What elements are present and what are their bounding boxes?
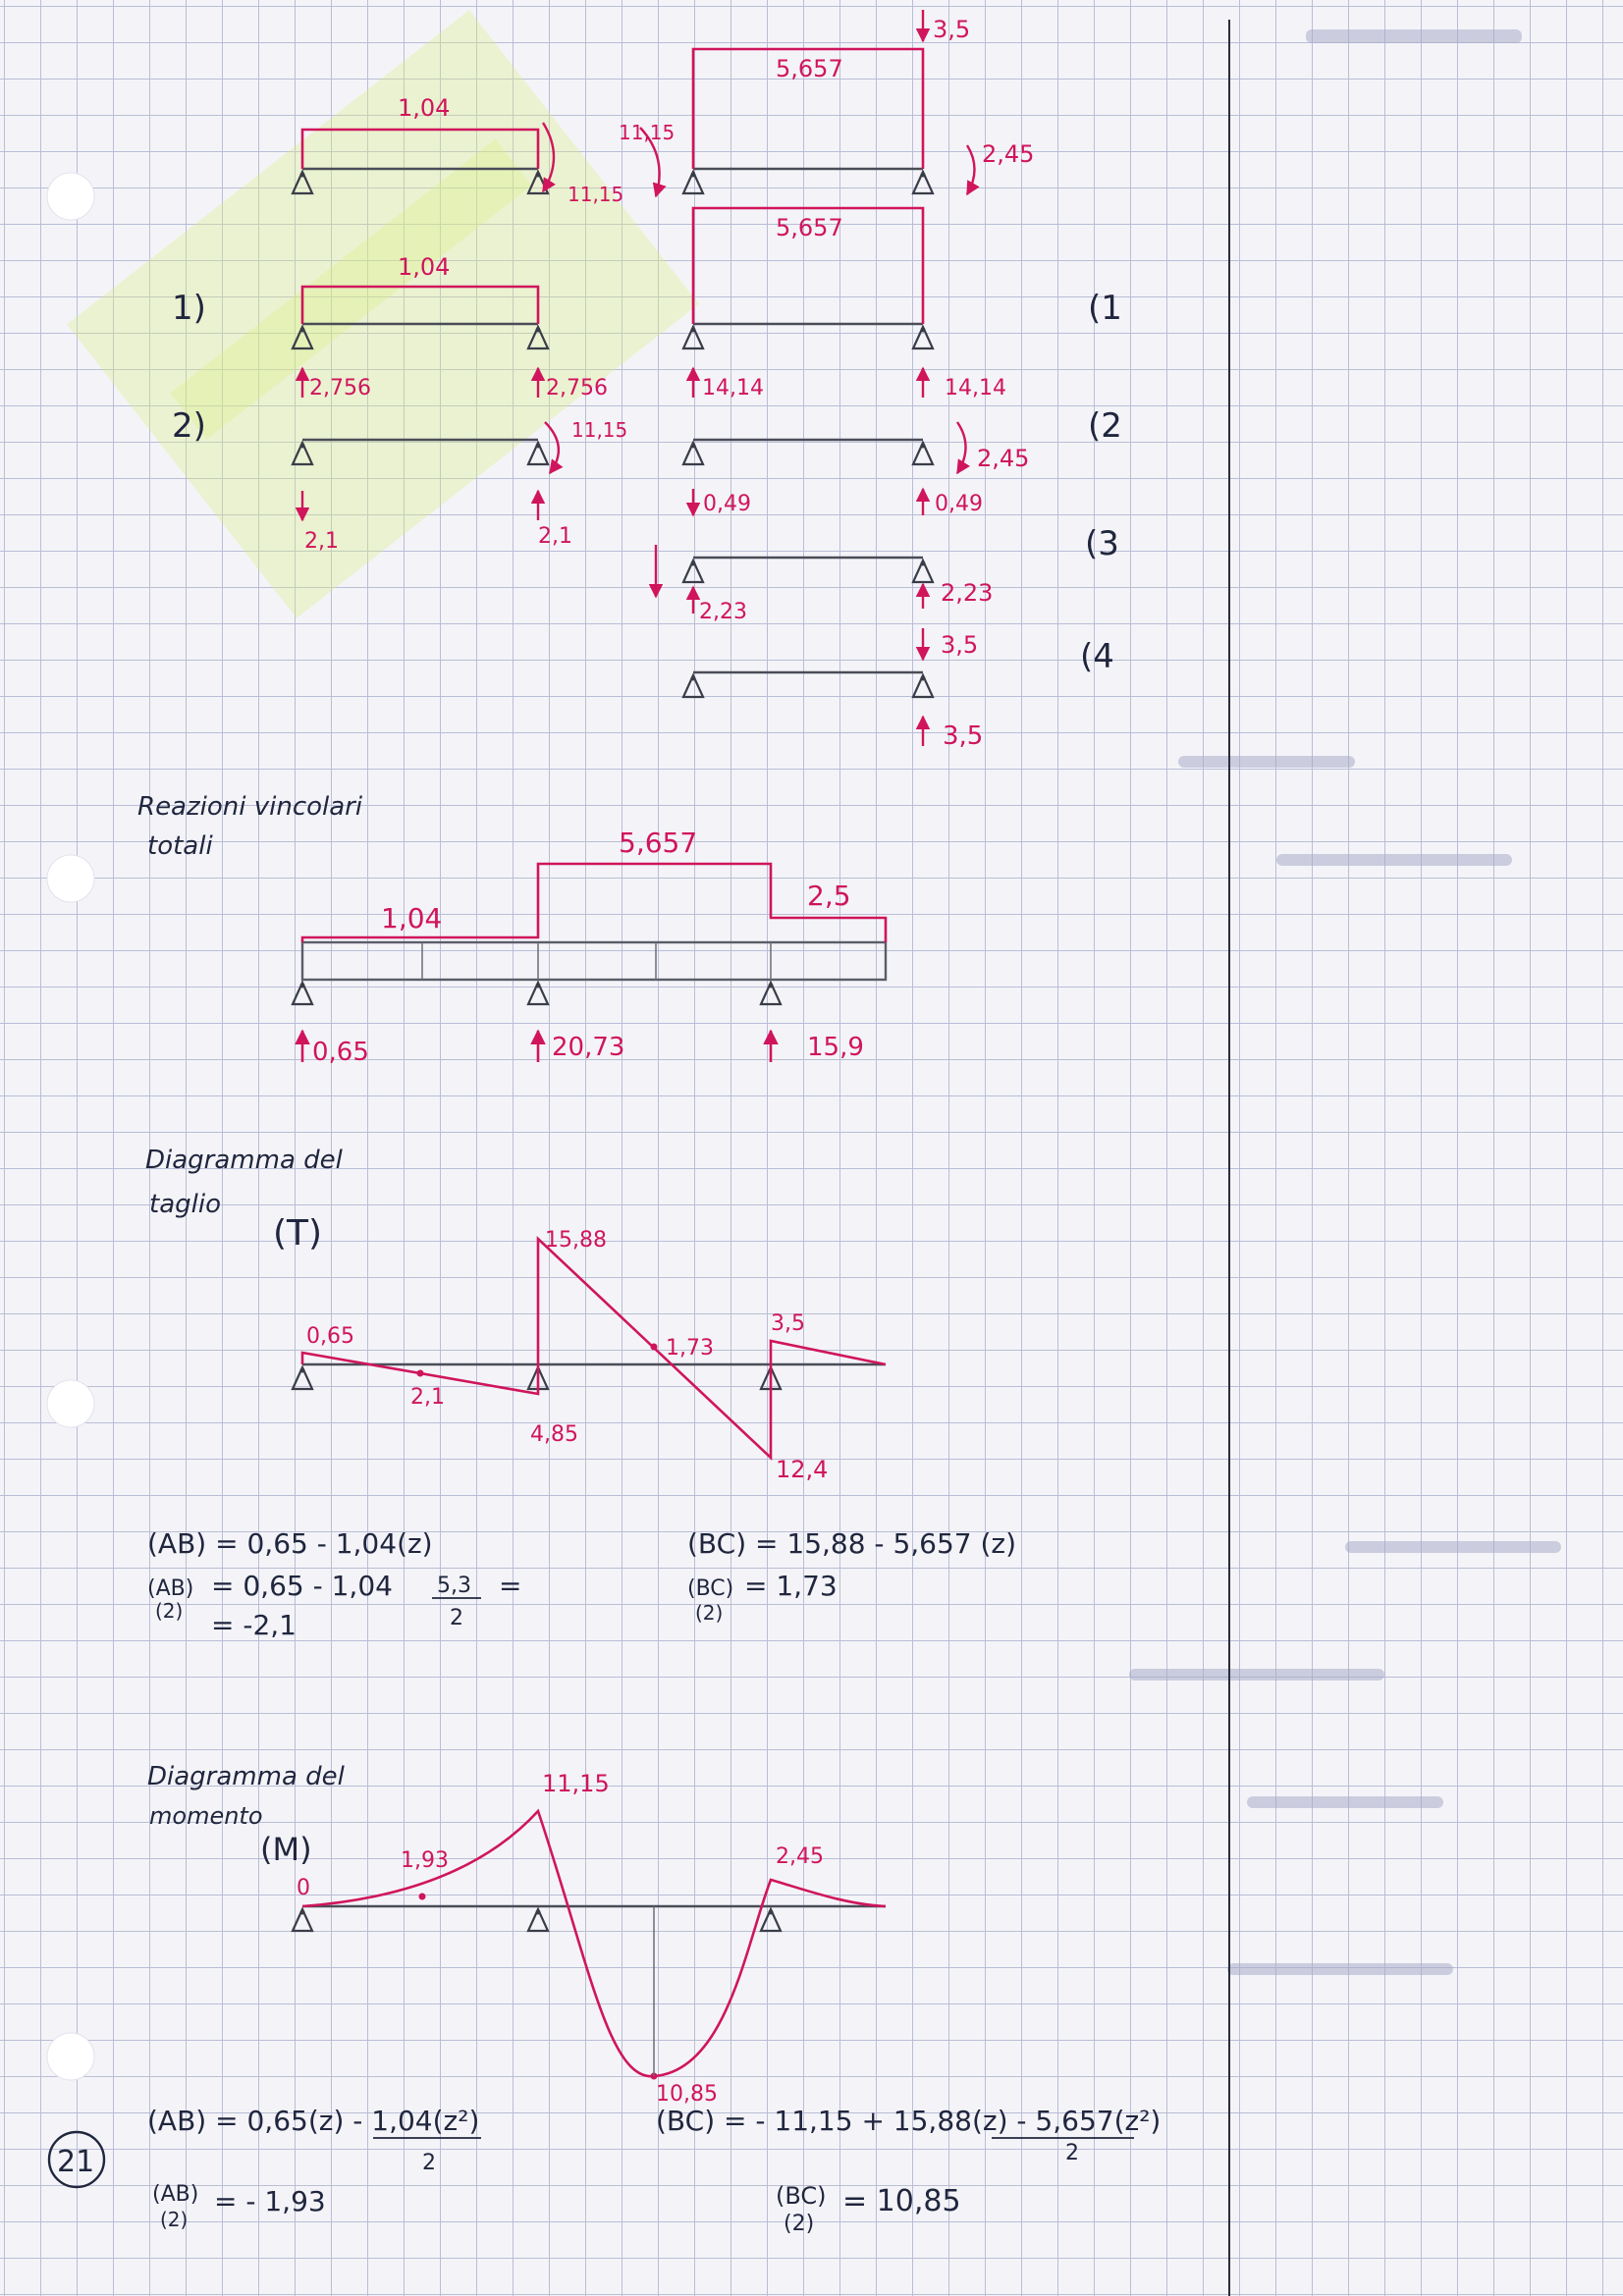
shear-symbol: (T) bbox=[273, 1213, 323, 1254]
shear-eq-ab-2a: (AB) bbox=[147, 1576, 194, 1601]
shear-eq-ab-3: = -2,1 bbox=[211, 1609, 297, 1641]
case-4-right-label: (4 bbox=[1080, 637, 1114, 676]
load-ab-label: 1,04 bbox=[398, 94, 451, 122]
shear-eq-bc-1: (BC) = 15,88 - 5,657 (z) bbox=[687, 1527, 1017, 1560]
shear-c-right-label: 3,5 bbox=[771, 1311, 805, 1336]
overhang-load-label: 3,5 bbox=[933, 16, 971, 43]
shear-title-line2: taglio bbox=[149, 1190, 221, 1219]
load-cases-diagram bbox=[172, 10, 1122, 751]
moment-eq-bc-1: (BC) = - 11,15 + 15,88(z) - 5,657(z²) bbox=[656, 2105, 1162, 2137]
c1-rb2-label: 14,14 bbox=[702, 376, 764, 400]
moment-b2-label: 11,15 bbox=[568, 183, 624, 206]
total-load-cd-label: 2,5 bbox=[807, 880, 851, 912]
total-ra-label: 0,65 bbox=[312, 1038, 369, 1067]
shear-diagram bbox=[145, 1146, 1016, 1641]
bleed-through-writing bbox=[1129, 29, 1561, 1975]
c2-ra-label: 2,1 bbox=[304, 529, 339, 554]
watermark-logo bbox=[67, 10, 699, 618]
shear-mid-ab-label: 2,1 bbox=[410, 1385, 445, 1410]
shear-title-line1: Diagramma del bbox=[145, 1146, 343, 1175]
c1-load-bc-label: 5,657 bbox=[776, 214, 843, 241]
total-rb-label: 20,73 bbox=[552, 1033, 625, 1062]
shear-eq-ab-1: (AB) = 0,65 - 1,04(z) bbox=[147, 1527, 433, 1560]
moment-eq-ab-den: 2 bbox=[422, 2151, 436, 2175]
moment-b-label: 11,15 bbox=[542, 1770, 610, 1797]
moment-diagram bbox=[147, 1762, 1161, 2236]
moment-eq-bc-den: 2 bbox=[1065, 2141, 1079, 2165]
case-2-left-label: 2) bbox=[172, 406, 206, 446]
shear-eq-bc-2c: = 1,73 bbox=[744, 1570, 838, 1602]
moment-c-label: 2,45 bbox=[982, 140, 1035, 168]
shear-eq-bc-2b: (2) bbox=[695, 1601, 724, 1625]
moment-a-label: 0 bbox=[297, 1876, 310, 1900]
c1-rc-label: 14,14 bbox=[945, 376, 1006, 400]
c2-moment-c-label: 2,45 bbox=[977, 445, 1030, 472]
moment-eq-ab-1: (AB) = 0,65(z) - 1,04(z²) bbox=[147, 2105, 480, 2137]
shear-eq-ab-2d: 5,3 bbox=[437, 1574, 471, 1598]
c4-rc-down-label: 3,5 bbox=[941, 631, 979, 659]
c4-rc-up-label: 3,5 bbox=[943, 721, 984, 751]
binder-holes bbox=[47, 173, 94, 2080]
shear-eq-bc-2a: (BC) bbox=[687, 1576, 734, 1601]
moment-mid-ab-label: 1,93 bbox=[401, 1848, 449, 1873]
moment-symbol: (M) bbox=[260, 1831, 312, 1868]
moment-min-label: 10,85 bbox=[656, 2082, 718, 2107]
c1-ra-label: 2,756 bbox=[309, 376, 371, 400]
c2-rb2-label: 0,49 bbox=[703, 492, 751, 516]
shear-c-left-label: 12,4 bbox=[776, 1456, 829, 1483]
moment-b-label: 11,15 bbox=[619, 121, 676, 144]
shear-eq-ab-2f: = bbox=[499, 1570, 522, 1602]
total-load-bc-label: 5,657 bbox=[619, 827, 698, 859]
c3-rb-label: 2,23 bbox=[699, 600, 747, 624]
c1-load-ab-label: 1,04 bbox=[398, 253, 451, 281]
reactions-title-line2: totali bbox=[147, 831, 213, 861]
c2-rc-label: 0,49 bbox=[935, 492, 983, 516]
page-number bbox=[49, 2132, 104, 2187]
load-bc-label: 5,657 bbox=[776, 55, 843, 82]
case-1-left-label: 1) bbox=[172, 289, 206, 328]
case-3-right-label: (3 bbox=[1085, 524, 1119, 563]
moment-eq-bc-2b: (2) bbox=[784, 2212, 815, 2236]
reactions-title-line1: Reazioni vincolari bbox=[137, 792, 363, 822]
total-rc-label: 15,9 bbox=[807, 1033, 864, 1062]
moment-eq-bc-2c: = 10,85 bbox=[842, 2184, 961, 2218]
page-number-label: 21 bbox=[57, 2145, 95, 2179]
moment-eq-bc-2a: (BC) bbox=[776, 2182, 827, 2210]
moment-c-label: 2,45 bbox=[776, 1844, 824, 1869]
shear-b-right-label: 15,88 bbox=[545, 1228, 607, 1253]
shear-mid-bc-label: 1,73 bbox=[666, 1336, 714, 1361]
shear-eq-ab-2c: = 0,65 - 1,04 bbox=[211, 1570, 393, 1602]
c2-rb-label: 2,1 bbox=[538, 524, 572, 549]
case-1-right-label: (1 bbox=[1088, 289, 1122, 328]
shear-va-label: 0,65 bbox=[306, 1324, 354, 1349]
c1-rb-label: 2,756 bbox=[546, 376, 608, 400]
moment-eq-ab-2c: = - 1,93 bbox=[214, 2185, 326, 2217]
moment-title-line2: momento bbox=[149, 1802, 263, 1830]
c2-moment-b-label: 11,15 bbox=[571, 418, 628, 442]
case-2-right-label: (2 bbox=[1088, 406, 1122, 446]
shear-eq-ab-2b: (2) bbox=[155, 1599, 184, 1623]
shear-eq-ab-2e: 2 bbox=[450, 1606, 463, 1630]
total-reactions-diagram bbox=[137, 792, 886, 1067]
total-load-ab-label: 1,04 bbox=[381, 902, 443, 934]
moment-title-line1: Diagramma del bbox=[147, 1762, 345, 1791]
moment-eq-ab-2b: (2) bbox=[160, 2208, 189, 2231]
c3-rc-label: 2,23 bbox=[941, 579, 994, 607]
shear-b-left-label: 4,85 bbox=[530, 1422, 578, 1447]
moment-eq-ab-2a: (AB) bbox=[152, 2182, 199, 2207]
